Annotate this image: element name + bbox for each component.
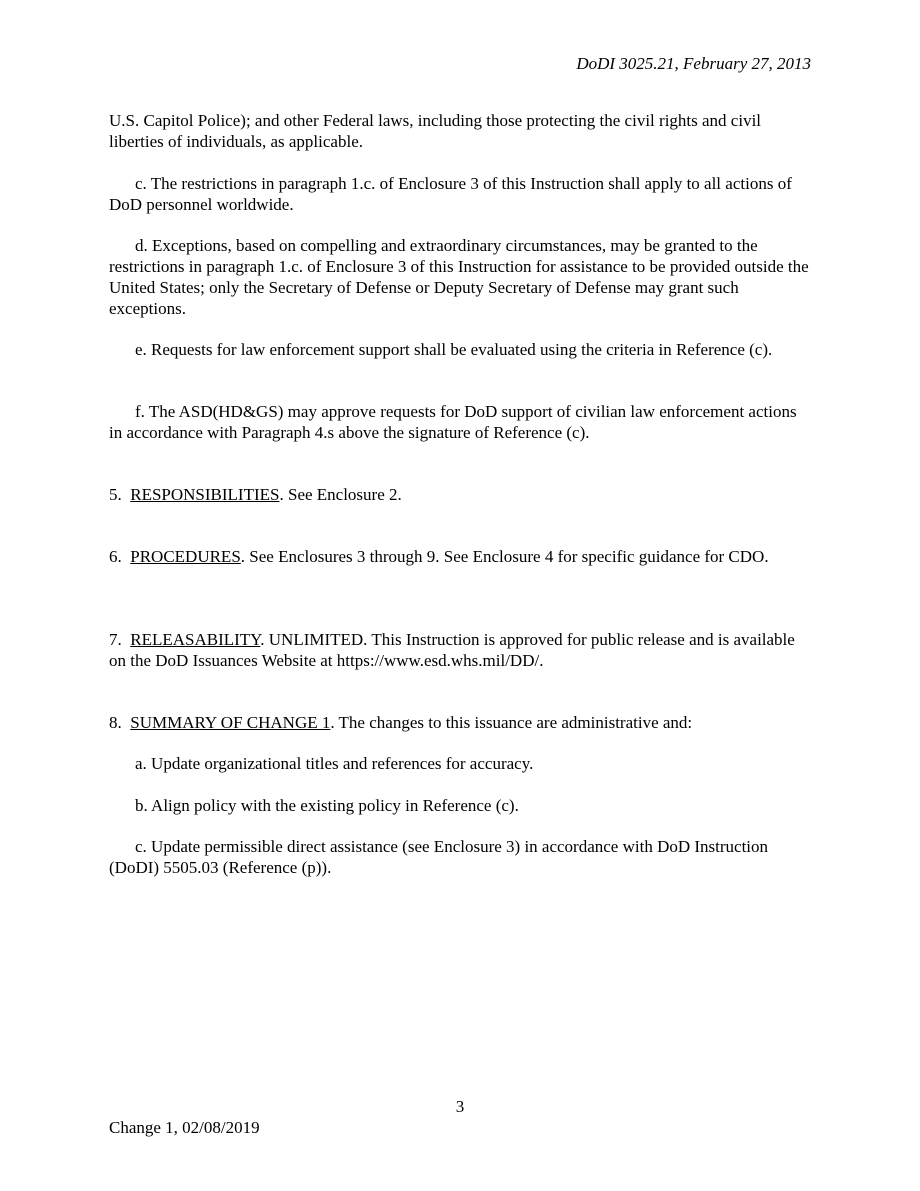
section-8-item-c: c. Update permissible direct assistance (see Enclosure 3) in accordance with DoD Instruction (DoDI) 5505.03 (Reference (p)). — [109, 837, 769, 877]
section-6-text: . See Enclosures 3 through 9. See Enclosure 4 for specific guidance for CDO. — [240, 547, 769, 566]
section-5-title: RESPONSIBILITIES — [130, 485, 280, 504]
paragraph-continuation: U.S. Capitol Police); and other Federal laws, including those protecting the civil rights and civil liberties of individuals, as applicable. — [109, 111, 762, 151]
change-notice: Change 1, 02/08/2019 — [109, 1118, 260, 1137]
section-8-item-a: a. Update organizational titles and references for accuracy. — [135, 754, 534, 773]
section-7-title: RELEASABILITY — [130, 630, 261, 649]
section-5 — [109, 484, 814, 505]
paragraph-4f: f. The ASD(HD&GS) may approve requests for DoD support of civilian law enforcement actions in accordance with Paragraph 4.s above the signature of Reference (c). — [109, 402, 797, 442]
section-8-item-b: b. Align policy with the existing policy in Reference (c). — [135, 796, 519, 815]
section-8-title: SUMMARY OF CHANGE 1 — [130, 713, 331, 732]
paragraph-4e: e. Requests for law enforcement support shall be evaluated using the criteria in Reference (c). — [135, 340, 773, 359]
section-5-text: . See Enclosure 2. — [279, 485, 402, 504]
page-number: 3 — [455, 1097, 465, 1116]
section-7-text: . UNLIMITED. This Instruction is approved for public release and is available on the DoD Issuances Website at https://www.esd.whs.mil/DD/. — [109, 630, 795, 670]
document-header: DoDI 3025.21, February 27, 2013 — [576, 54, 811, 73]
section-7-number: 7. — [109, 630, 122, 649]
section-7 — [109, 629, 814, 671]
paragraph-4d: d. Exceptions, based on compelling and extraordinary circumstances, may be granted to the restrictions in paragraph 1.c. of Enclosure 3 of this Instruction for assistance to be provided outside the United States; only the Secretary of Defense or Deputy Secretary of Defense may grant such exceptions. — [109, 236, 809, 318]
section-8-text: . The changes to this issuance are administrative and: — [330, 713, 693, 732]
section-6-number: 6. — [109, 547, 122, 566]
section-5-number: 5. — [109, 485, 122, 504]
section-6-title: PROCEDURES — [130, 547, 241, 566]
section-6 — [109, 546, 814, 567]
paragraph-4c: c. The restrictions in paragraph 1.c. of Enclosure 3 of this Instruction shall apply to all actions of DoD personnel worldwide. — [109, 174, 792, 214]
section-8-number: 8. — [109, 713, 122, 732]
section-8 — [109, 712, 814, 733]
